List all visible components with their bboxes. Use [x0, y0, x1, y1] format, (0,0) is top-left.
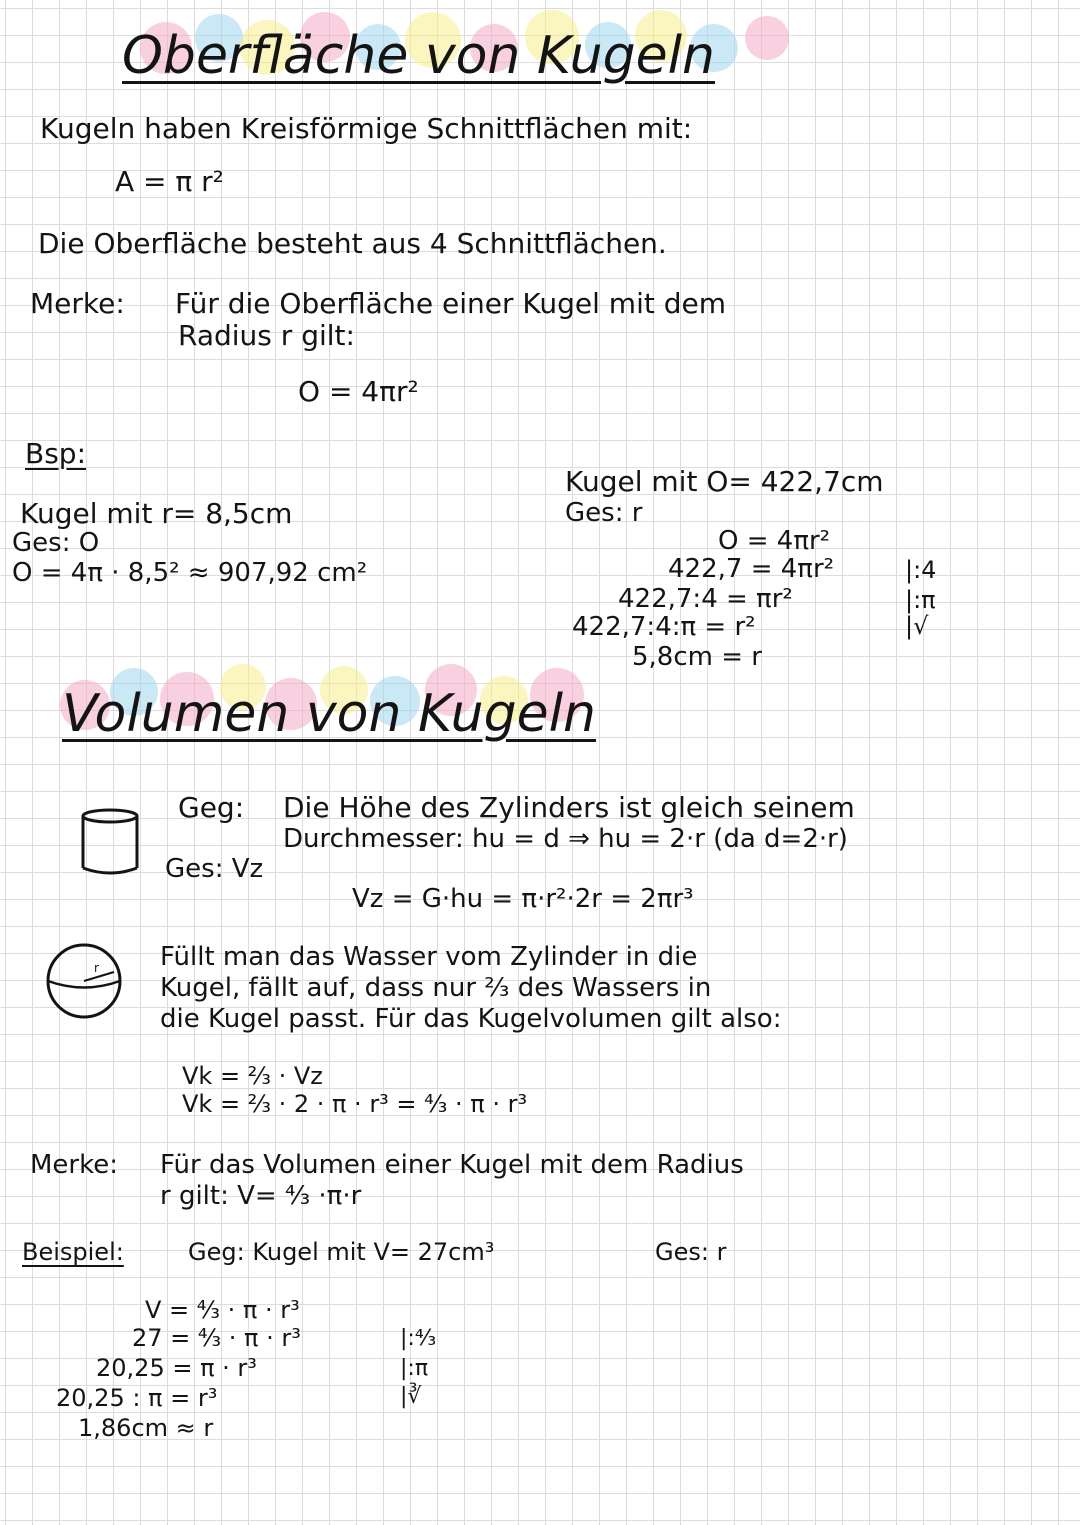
cylinder-icon: [80, 808, 140, 878]
merke-label-1: Merke:: [30, 287, 125, 320]
vk-line-2: Vk = ²⁄₃ · 2 · π · r³ = ⁴⁄₃ · π · r³: [182, 1090, 528, 1118]
example1-step-op: |:4: [905, 556, 937, 584]
example1-left-calc: O = 4π · 8,5² ≈ 907,92 cm²: [12, 558, 368, 588]
example1-step: 422,7 = 4πr²: [668, 554, 835, 584]
svg-text:r: r: [94, 961, 99, 975]
section1-statement: Die Oberfläche besteht aus 4 Schnittflächen.: [38, 227, 667, 260]
example1-left-wanted: Ges: O: [12, 528, 100, 558]
example2-step: 20,25 = π · r³: [96, 1354, 257, 1382]
example1-right-wanted: Ges: r: [565, 498, 643, 528]
example1-step: 5,8cm = r: [632, 642, 762, 672]
dot: [745, 16, 789, 60]
section1-title: Oberfläche von Kugeln: [122, 26, 715, 86]
vk-line-1: Vk = ²⁄₃ · Vz: [182, 1062, 323, 1090]
example2-step: V = ⁴⁄₃ · π · r³: [145, 1296, 300, 1324]
merke2-line-2: r gilt: V= ⁴⁄₃ ·π·r: [160, 1181, 362, 1211]
water-line-3: die Kugel passt. Für das Kugelvolumen gilt also:: [160, 1004, 782, 1034]
merke2-line-1: Für das Volumen einer Kugel mit dem Radius: [160, 1150, 744, 1180]
example2-step: 1,86cm ≈ r: [78, 1414, 214, 1442]
section2-title: Volumen von Kugeln: [62, 684, 597, 744]
example2-step-op: |:⁴⁄₃: [400, 1326, 437, 1351]
example1-step-op: |√: [905, 612, 929, 640]
example1-step: O = 4πr²: [718, 526, 831, 556]
example1-label: Bsp:: [25, 437, 87, 470]
geg-line-1: Die Höhe des Zylinders ist gleich seinem: [283, 791, 855, 824]
sphere-icon: [42, 942, 126, 1020]
example2-label: Beispiel:: [22, 1238, 124, 1266]
example2-step: 27 = ⁴⁄₃ · π · r³: [132, 1324, 301, 1352]
example2-step-op: |:π: [400, 1356, 429, 1381]
example1-step-op: |:π: [905, 586, 936, 614]
area-formula: A = π r²: [115, 165, 224, 198]
geg-label: Geg:: [178, 791, 245, 824]
water-line-1: Füllt man das Wasser vom Zylinder in die: [160, 942, 698, 972]
merke-line-1: Für die Oberfläche einer Kugel mit dem: [175, 287, 727, 320]
surface-formula: O = 4πr²: [298, 375, 419, 408]
section1-intro: Kugeln haben Kreisförmige Schnittflächen mit:: [40, 112, 693, 145]
example2-wanted: Ges: r: [655, 1238, 727, 1266]
example2-step: 20,25 : π = r³: [56, 1384, 218, 1412]
example1-right-given: Kugel mit O= 422,7cm: [565, 465, 884, 498]
vz-formula: Vz = G·hu = π·r²·2r = 2πr³: [352, 884, 694, 914]
example1-step: 422,7:4:π = r²: [572, 612, 756, 642]
example2-step-op: |∛: [400, 1384, 422, 1409]
example2-given: Geg: Kugel mit V= 27cm³: [188, 1238, 495, 1266]
example1-left-given: Kugel mit r= 8,5cm: [20, 497, 293, 530]
geg-line-2: Durchmesser: hu = d ⇒ hu = 2·r (da d=2·r): [283, 824, 848, 854]
merke-label-2: Merke:: [30, 1150, 119, 1180]
example1-step: 422,7:4 = πr²: [618, 584, 793, 614]
merke-line-2: Radius r gilt:: [178, 319, 355, 352]
water-line-2: Kugel, fällt auf, dass nur ²⁄₃ des Wassers in: [160, 973, 712, 1003]
ges-label: Ges: Vz: [165, 854, 264, 884]
